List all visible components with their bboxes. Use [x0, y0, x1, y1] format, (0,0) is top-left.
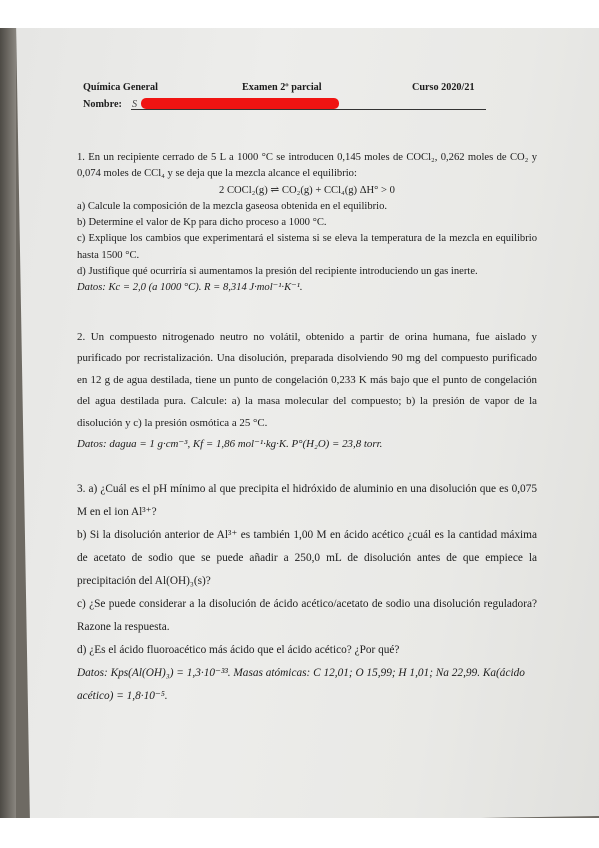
q3-part-b: b) Si la disolución anterior de Al³⁺ es también 1,00 M en ácido acético ¿cuál es la cantidad máxima de acetato de sodio que se puede añadir a 250,0 mL de disolución antes de que empiece la precipitación del Al(OH)₃(s)?	[77, 528, 537, 587]
q1-part-d: d) Justifique qué ocurriría si aumentamos la presión del recipiente introduciendo un gas inerte.	[77, 266, 478, 278]
exam-content	[77, 80, 537, 708]
question-2	[77, 327, 537, 456]
course-title: Química General	[83, 82, 158, 93]
q1-part-c: c) Explique los cambios que experimentará el sistema si se eleva la temperatura de la mezcla en equilibrio hasta 1500 °C.	[77, 233, 537, 261]
q2-text: 2. Un compuesto nitrogenado neutro no volátil, obtenido a partir de orina humana, fue aislado y purificado por recristalización. Una disolución, preparada disolviendo 90 mg del compuesto purificado en 12 g de agua destilada, tiene un punto de congelación 0,233 K más bajo que el punto de congelación del agua destilada pura. Calcule: a) la masa molecular del compuesto; b) la presión de vapor de la disolución y c) la presión osmótica a 25 °C.	[77, 330, 537, 429]
course-year: Curso 2020/21	[412, 82, 475, 93]
q1-equation: 2 COCl₂(g) ⇌ CO₂(g) + CCl₄(g) ΔH° > 0	[219, 184, 395, 196]
exam-title: Examen 2º parcial	[242, 82, 322, 93]
question-1	[77, 150, 537, 297]
q3-part-c: c) ¿Se puede considerar a la disolución de ácido acético/acetato de sodio una disolución reguladora? Razone la respuesta.	[77, 597, 537, 633]
q3-part-d: d) ¿Es el ácido fluoroacético más ácido que el ácido acético? ¿Por qué?	[77, 643, 400, 656]
handwritten-name-mark: S	[132, 99, 138, 110]
name-redaction-bar	[141, 98, 339, 109]
paper-shadow-edge	[0, 28, 16, 818]
q1-data: Datos: Kc = 2,0 (a 1000 °C). R = 8,314 J·mol⁻¹·K⁻¹.	[77, 282, 303, 294]
name-underline	[131, 109, 486, 110]
name-label: Nombre:	[83, 99, 122, 110]
q1-intro: 1. En un recipiente cerrado de 5 L a 1000 °C se introducen 0,145 moles de COCl₂, 0,262 moles de CO₂ y 0,074 moles de CCl₄ y se deja que la mezcla alcance el equilibrio:	[77, 152, 537, 180]
q3-part-a: 3. a) ¿Cuál es el pH mínimo al que precipita el hidróxido de aluminio en una disolución que es 0,075 M en el ion Al³⁺?	[77, 482, 537, 518]
q1-part-a: a) Calcule la composición de la mezcla gaseosa obtenida en el equilibrio.	[77, 200, 388, 212]
q1-part-b: b) Determine el valor de Kp para dicho proceso a 1000 °C.	[77, 217, 327, 229]
exam-header	[77, 80, 537, 112]
question-3	[77, 478, 537, 708]
q2-data: Datos: dagua = 1 g·cm⁻³, Kf = 1,86 mol⁻¹·kg·K. P°(H₂O) = 23,8 torr.	[77, 438, 383, 451]
q3-data: Datos: Kps(Al(OH)₃) = 1,3·10⁻³³. Masas atómicas: C 12,01; O 15,99; H 1,01; Na 22,99. Ka(ácido acético) = 1,8·10⁻⁵.	[77, 666, 525, 702]
